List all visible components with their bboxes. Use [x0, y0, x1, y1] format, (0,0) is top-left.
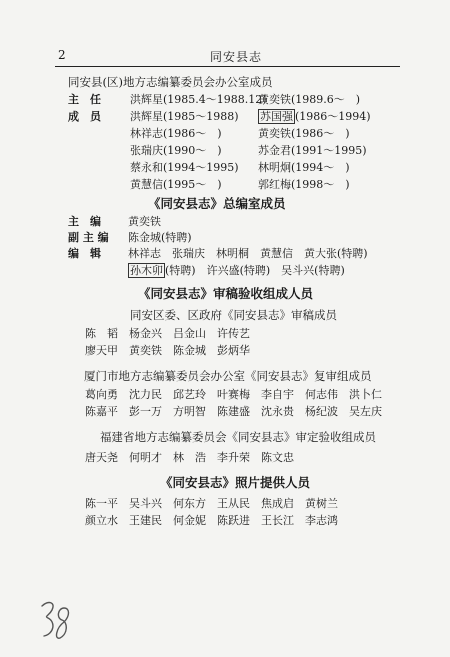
member-name: 黄奕铁(1986～ ): [258, 127, 350, 140]
photos-row: 陈一平 吴斗兴 何东方 王从民 焦成启 黄树兰: [85, 497, 338, 510]
review-group-2-row: 陈嘉平 彭一万 方明智 陈建盛 沈永贵 杨纪波 吴左庆: [85, 405, 382, 418]
office-section-title: 同安县(区)地方志编纂委员会办公室成员: [68, 75, 273, 89]
member-name: [258, 110, 371, 123]
review-group-1-row: 廖天甲 黄奕铁 陈金城 彭炳华: [85, 344, 250, 357]
member-name: 黄慧信(1995～ ): [130, 178, 222, 191]
review-section-title: 《同安县志》审稿验收组成人员: [138, 286, 314, 301]
member-name: 洪辉星(1985～1988): [130, 110, 239, 123]
editors-row-1: 林祥志 张瑞庆 林明桐 黄慧信 黄大张(特聘): [128, 247, 368, 260]
editors-row-2: [128, 264, 345, 277]
handwritten-mark-icon: [38, 598, 74, 644]
member-name: 林明炯(1994～ ): [258, 161, 350, 174]
member-name: 苏金君(1991～1995): [258, 144, 367, 157]
editors-row-2-rest: (特聘) 许兴盛(特聘) 吴斗兴(特聘): [165, 264, 345, 277]
director-name-1: 洪辉星(1985.4～1988.12): [130, 93, 267, 106]
editorial-section-title: 《同安县志》总编室成员: [148, 196, 286, 211]
member-name: 林祥志(1986～ ): [130, 127, 222, 140]
member-label: 成 员: [68, 110, 101, 123]
member-name-tail: (1986～1994): [295, 110, 371, 123]
deputy-editor-label: 副 主 编: [68, 231, 109, 244]
boxed-name: 苏国强: [260, 110, 293, 123]
editors-label: 编 辑: [68, 247, 101, 260]
review-group-1-row: 陈 韬 杨金兴 吕金山 许传艺: [85, 327, 250, 340]
member-name: 郭红梅(1998～ ): [258, 178, 350, 191]
review-group-3-title: 福建省地方志编纂委员会《同安县志》审定验收组成员: [100, 430, 376, 444]
page-number: 2: [58, 48, 66, 62]
review-group-2-row: 葛向勇 沈力民 邱艺玲 叶赛梅 李自宇 何志伟 洪卜仁: [85, 388, 382, 401]
director-name-2: 黄奕铁(1989.6～ ): [258, 93, 361, 106]
member-name: 蔡永和(1994～1995): [130, 161, 239, 174]
review-group-3-row: 唐天尧 何明才 林 浩 李升荣 陈文忠: [85, 451, 294, 464]
header-rule: [55, 66, 400, 67]
photos-section-title: 《同安县志》照片提供人员: [160, 475, 311, 490]
boxed-name: 孙木卯: [130, 264, 163, 277]
review-group-2-title: 厦门市地方志编纂委员会办公室《同安县志》复审组成员: [84, 369, 372, 383]
member-name: 张瑞庆(1990～ ): [130, 144, 222, 157]
running-header-title: 同安县志: [210, 50, 263, 64]
photos-row: 颜立水 王建民 何金妮 陈跃进 王长江 李志鸿: [85, 514, 338, 527]
chief-editor-name: 黄奕铁: [128, 215, 161, 228]
chief-editor-label: 主 编: [68, 215, 101, 228]
director-label: 主 任: [68, 93, 101, 106]
review-group-1-title: 同安区委、区政府《同安县志》审稿成员: [130, 308, 337, 322]
deputy-editor-name: 陈金城(特聘): [128, 231, 192, 244]
